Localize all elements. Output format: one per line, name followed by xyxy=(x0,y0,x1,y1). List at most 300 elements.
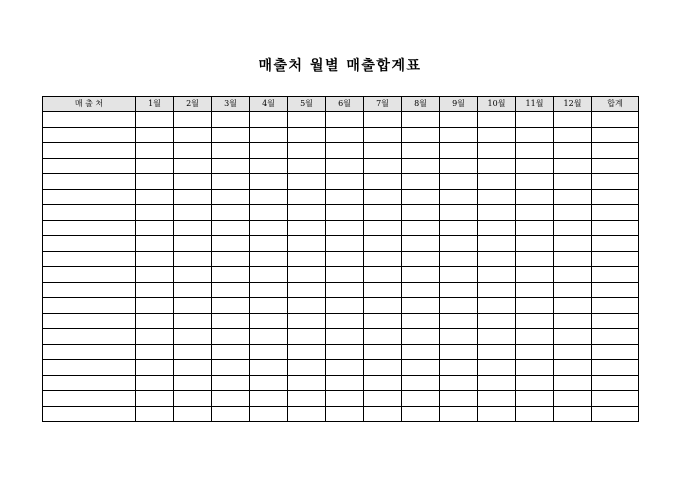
month-cell xyxy=(136,313,174,329)
table-row xyxy=(43,143,639,159)
header-month-8: 8월 xyxy=(402,97,440,112)
month-cell xyxy=(136,375,174,391)
month-cell xyxy=(478,391,516,407)
month-cell xyxy=(364,143,402,159)
customer-cell xyxy=(43,267,136,283)
month-cell xyxy=(288,158,326,174)
month-cell xyxy=(250,158,288,174)
month-cell xyxy=(250,143,288,159)
customer-cell xyxy=(43,220,136,236)
month-cell xyxy=(250,205,288,221)
month-cell xyxy=(440,329,478,345)
month-cell xyxy=(212,174,250,190)
header-month-3: 3월 xyxy=(212,97,250,112)
customer-cell xyxy=(43,174,136,190)
month-cell xyxy=(174,205,212,221)
month-cell xyxy=(478,406,516,422)
month-cell xyxy=(478,112,516,128)
month-cell xyxy=(554,329,592,345)
table-row xyxy=(43,174,639,190)
month-cell xyxy=(364,112,402,128)
month-cell xyxy=(554,360,592,376)
month-cell xyxy=(136,189,174,205)
month-cell xyxy=(174,313,212,329)
month-cell xyxy=(516,205,554,221)
month-cell xyxy=(288,112,326,128)
month-cell xyxy=(174,236,212,252)
month-cell xyxy=(478,189,516,205)
month-cell xyxy=(250,112,288,128)
table-row xyxy=(43,360,639,376)
month-cell xyxy=(364,329,402,345)
header-month-7: 7월 xyxy=(364,97,402,112)
month-cell xyxy=(136,360,174,376)
customer-cell xyxy=(43,189,136,205)
month-cell xyxy=(212,298,250,314)
month-cell xyxy=(478,127,516,143)
month-cell xyxy=(136,391,174,407)
table-row xyxy=(43,112,639,128)
table-header-row xyxy=(43,97,639,112)
document-title: 매출처 월별 매출합계표 xyxy=(258,58,422,74)
month-cell xyxy=(174,143,212,159)
month-cell xyxy=(212,251,250,267)
table-row xyxy=(43,282,639,298)
month-cell xyxy=(478,344,516,360)
month-cell xyxy=(402,205,440,221)
table-row xyxy=(43,236,639,252)
total-cell xyxy=(592,298,639,314)
month-cell xyxy=(554,298,592,314)
month-cell xyxy=(516,344,554,360)
month-cell xyxy=(174,298,212,314)
header-month-4: 4월 xyxy=(250,97,288,112)
month-cell xyxy=(174,251,212,267)
month-cell xyxy=(402,313,440,329)
month-cell xyxy=(212,375,250,391)
month-cell xyxy=(250,344,288,360)
month-cell xyxy=(326,112,364,128)
month-cell xyxy=(402,189,440,205)
table-row xyxy=(43,251,639,267)
month-cell xyxy=(174,174,212,190)
month-cell xyxy=(402,375,440,391)
month-cell xyxy=(250,313,288,329)
month-cell xyxy=(402,158,440,174)
header-month-9: 9월 xyxy=(440,97,478,112)
header-month-10: 10월 xyxy=(478,97,516,112)
month-cell xyxy=(136,329,174,345)
total-cell xyxy=(592,112,639,128)
month-cell xyxy=(364,205,402,221)
month-cell xyxy=(440,143,478,159)
table-row xyxy=(43,220,639,236)
month-cell xyxy=(440,360,478,376)
month-cell xyxy=(212,127,250,143)
month-cell xyxy=(554,406,592,422)
month-cell xyxy=(402,112,440,128)
month-cell xyxy=(402,360,440,376)
month-cell xyxy=(554,236,592,252)
total-cell xyxy=(592,313,639,329)
month-cell xyxy=(288,143,326,159)
month-cell xyxy=(326,205,364,221)
month-cell xyxy=(174,220,212,236)
table-row xyxy=(43,344,639,360)
month-cell xyxy=(364,127,402,143)
month-cell xyxy=(136,174,174,190)
table-row xyxy=(43,298,639,314)
table-row xyxy=(43,406,639,422)
month-cell xyxy=(554,391,592,407)
month-cell xyxy=(516,298,554,314)
month-cell xyxy=(554,344,592,360)
total-cell xyxy=(592,205,639,221)
month-cell xyxy=(212,143,250,159)
month-cell xyxy=(440,267,478,283)
month-cell xyxy=(136,282,174,298)
month-cell xyxy=(402,251,440,267)
month-cell xyxy=(516,313,554,329)
total-cell xyxy=(592,375,639,391)
month-cell xyxy=(326,220,364,236)
month-cell xyxy=(554,313,592,329)
month-cell xyxy=(440,313,478,329)
header-month-12: 12월 xyxy=(554,97,592,112)
total-cell xyxy=(592,360,639,376)
month-cell xyxy=(516,329,554,345)
month-cell xyxy=(212,205,250,221)
month-cell xyxy=(288,406,326,422)
month-cell xyxy=(212,236,250,252)
month-cell xyxy=(364,298,402,314)
month-cell xyxy=(364,236,402,252)
month-cell xyxy=(402,406,440,422)
month-cell xyxy=(478,298,516,314)
total-cell xyxy=(592,329,639,345)
month-cell xyxy=(440,236,478,252)
month-cell xyxy=(288,236,326,252)
month-cell xyxy=(402,174,440,190)
month-cell xyxy=(212,329,250,345)
month-cell xyxy=(516,267,554,283)
total-cell xyxy=(592,267,639,283)
customer-cell xyxy=(43,375,136,391)
month-cell xyxy=(516,112,554,128)
customer-cell xyxy=(43,236,136,252)
month-cell xyxy=(516,282,554,298)
month-cell xyxy=(554,375,592,391)
month-cell xyxy=(174,391,212,407)
month-cell xyxy=(516,391,554,407)
month-cell xyxy=(136,344,174,360)
customer-cell xyxy=(43,298,136,314)
month-cell xyxy=(402,236,440,252)
month-cell xyxy=(478,205,516,221)
month-cell xyxy=(174,112,212,128)
header-month-11: 11월 xyxy=(516,97,554,112)
total-cell xyxy=(592,406,639,422)
month-cell xyxy=(136,143,174,159)
month-cell xyxy=(364,282,402,298)
total-cell xyxy=(592,344,639,360)
month-cell xyxy=(516,158,554,174)
customer-cell xyxy=(43,360,136,376)
month-cell xyxy=(250,298,288,314)
month-cell xyxy=(250,127,288,143)
header-month-6: 6월 xyxy=(326,97,364,112)
customer-cell xyxy=(43,112,136,128)
month-cell xyxy=(440,174,478,190)
month-cell xyxy=(288,189,326,205)
month-cell xyxy=(440,375,478,391)
month-cell xyxy=(478,313,516,329)
month-cell xyxy=(136,251,174,267)
header-month-5: 5월 xyxy=(288,97,326,112)
month-cell xyxy=(136,112,174,128)
month-cell xyxy=(250,282,288,298)
total-cell xyxy=(592,174,639,190)
month-cell xyxy=(326,360,364,376)
total-cell xyxy=(592,391,639,407)
month-cell xyxy=(174,158,212,174)
month-cell xyxy=(288,313,326,329)
month-cell xyxy=(402,344,440,360)
header-month-1: 1월 xyxy=(136,97,174,112)
month-cell xyxy=(364,391,402,407)
total-cell xyxy=(592,282,639,298)
month-cell xyxy=(478,267,516,283)
month-cell xyxy=(136,298,174,314)
month-cell xyxy=(554,282,592,298)
month-cell xyxy=(250,251,288,267)
month-cell xyxy=(288,375,326,391)
customer-cell xyxy=(43,391,136,407)
month-cell xyxy=(554,158,592,174)
month-cell xyxy=(326,143,364,159)
month-cell xyxy=(364,174,402,190)
month-cell xyxy=(440,189,478,205)
customer-cell xyxy=(43,344,136,360)
month-cell xyxy=(212,391,250,407)
month-cell xyxy=(554,143,592,159)
month-cell xyxy=(288,220,326,236)
month-cell xyxy=(212,220,250,236)
month-cell xyxy=(212,282,250,298)
month-cell xyxy=(212,112,250,128)
month-cell xyxy=(364,360,402,376)
month-cell xyxy=(326,329,364,345)
customer-cell xyxy=(43,205,136,221)
table-row xyxy=(43,329,639,345)
month-cell xyxy=(516,360,554,376)
month-cell xyxy=(326,236,364,252)
month-cell xyxy=(288,251,326,267)
month-cell xyxy=(402,143,440,159)
month-cell xyxy=(136,205,174,221)
customer-cell xyxy=(43,282,136,298)
month-cell xyxy=(326,391,364,407)
month-cell xyxy=(364,251,402,267)
month-cell xyxy=(440,391,478,407)
month-cell xyxy=(516,236,554,252)
month-cell xyxy=(212,344,250,360)
month-cell xyxy=(326,189,364,205)
month-cell xyxy=(364,313,402,329)
month-cell xyxy=(516,251,554,267)
month-cell xyxy=(174,360,212,376)
month-cell xyxy=(250,236,288,252)
month-cell xyxy=(554,127,592,143)
header-total: 합계 xyxy=(592,97,639,112)
month-cell xyxy=(402,329,440,345)
month-cell xyxy=(440,282,478,298)
total-cell xyxy=(592,127,639,143)
month-cell xyxy=(136,127,174,143)
month-cell xyxy=(440,298,478,314)
header-customer: 매 출 처 xyxy=(43,97,136,112)
month-cell xyxy=(326,298,364,314)
customer-cell xyxy=(43,251,136,267)
month-cell xyxy=(478,375,516,391)
table-row xyxy=(43,267,639,283)
month-cell xyxy=(440,406,478,422)
month-cell xyxy=(516,406,554,422)
month-cell xyxy=(364,406,402,422)
month-cell xyxy=(554,220,592,236)
month-cell xyxy=(212,313,250,329)
month-cell xyxy=(516,375,554,391)
month-cell xyxy=(326,282,364,298)
month-cell xyxy=(136,267,174,283)
month-cell xyxy=(554,174,592,190)
month-cell xyxy=(554,251,592,267)
customer-cell xyxy=(43,158,136,174)
month-cell xyxy=(250,174,288,190)
table-row xyxy=(43,189,639,205)
month-cell xyxy=(250,406,288,422)
total-cell xyxy=(592,158,639,174)
month-cell xyxy=(478,251,516,267)
month-cell xyxy=(554,112,592,128)
month-cell xyxy=(478,158,516,174)
month-cell xyxy=(554,267,592,283)
month-cell xyxy=(516,220,554,236)
month-cell xyxy=(554,205,592,221)
month-cell xyxy=(288,127,326,143)
month-cell xyxy=(136,220,174,236)
month-cell xyxy=(516,189,554,205)
month-cell xyxy=(440,251,478,267)
table-row xyxy=(43,391,639,407)
month-cell xyxy=(288,205,326,221)
table-row xyxy=(43,375,639,391)
month-cell xyxy=(250,220,288,236)
month-cell xyxy=(440,205,478,221)
month-cell xyxy=(212,360,250,376)
table-row xyxy=(43,127,639,143)
month-cell xyxy=(288,282,326,298)
month-cell xyxy=(326,127,364,143)
customer-cell xyxy=(43,313,136,329)
month-cell xyxy=(478,236,516,252)
month-cell xyxy=(554,189,592,205)
table-body xyxy=(43,112,639,422)
month-cell xyxy=(440,112,478,128)
month-cell xyxy=(364,344,402,360)
month-cell xyxy=(174,267,212,283)
month-cell xyxy=(440,220,478,236)
month-cell xyxy=(174,344,212,360)
month-cell xyxy=(288,391,326,407)
month-cell xyxy=(326,267,364,283)
month-cell xyxy=(174,375,212,391)
month-cell xyxy=(174,189,212,205)
month-cell xyxy=(136,236,174,252)
month-cell xyxy=(478,174,516,190)
month-cell xyxy=(364,158,402,174)
month-cell xyxy=(364,220,402,236)
month-cell xyxy=(326,344,364,360)
header-month-2: 2월 xyxy=(174,97,212,112)
total-cell xyxy=(592,251,639,267)
total-cell xyxy=(592,143,639,159)
month-cell xyxy=(478,360,516,376)
table-row xyxy=(43,313,639,329)
customer-cell xyxy=(43,406,136,422)
month-cell xyxy=(402,391,440,407)
month-cell xyxy=(250,267,288,283)
month-cell xyxy=(326,158,364,174)
month-cell xyxy=(440,127,478,143)
month-cell xyxy=(250,189,288,205)
month-cell xyxy=(402,282,440,298)
month-cell xyxy=(288,267,326,283)
month-cell xyxy=(212,406,250,422)
month-cell xyxy=(364,189,402,205)
month-cell xyxy=(440,158,478,174)
month-cell xyxy=(326,313,364,329)
month-cell xyxy=(288,329,326,345)
table-row xyxy=(43,158,639,174)
month-cell xyxy=(326,375,364,391)
month-cell xyxy=(212,158,250,174)
month-cell xyxy=(250,360,288,376)
month-cell xyxy=(174,406,212,422)
month-cell xyxy=(326,174,364,190)
month-cell xyxy=(326,406,364,422)
month-cell xyxy=(478,143,516,159)
month-cell xyxy=(364,267,402,283)
month-cell xyxy=(136,406,174,422)
month-cell xyxy=(402,127,440,143)
month-cell xyxy=(136,158,174,174)
month-cell xyxy=(402,298,440,314)
month-cell xyxy=(478,329,516,345)
customer-cell xyxy=(43,127,136,143)
total-cell xyxy=(592,189,639,205)
month-cell xyxy=(174,127,212,143)
month-cell xyxy=(516,174,554,190)
month-cell xyxy=(402,267,440,283)
customer-cell xyxy=(43,143,136,159)
month-cell xyxy=(288,174,326,190)
month-cell xyxy=(250,375,288,391)
month-cell xyxy=(478,220,516,236)
month-cell xyxy=(516,143,554,159)
customer-cell xyxy=(43,329,136,345)
sales-summary-table xyxy=(42,96,639,422)
